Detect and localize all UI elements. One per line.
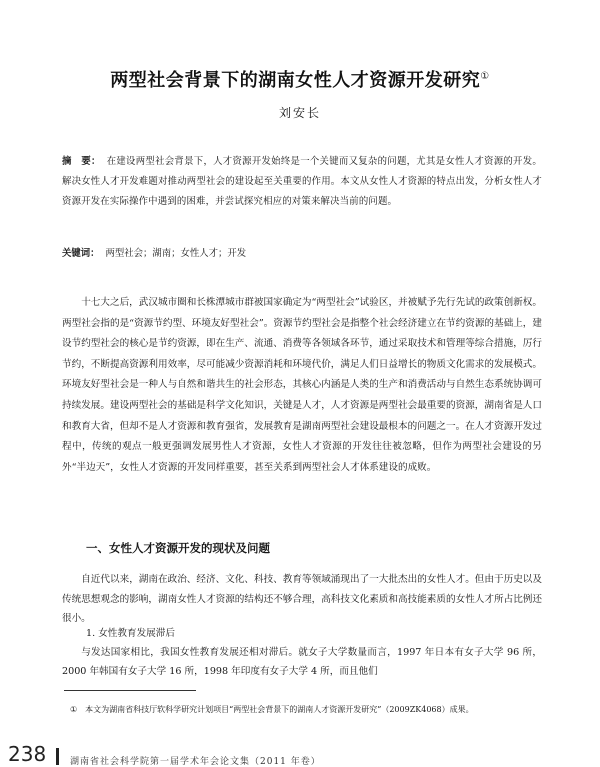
section-1-paragraph: 自近代以来，湖南在政治、经济、文化、科技、教育等领域涌现出了一大批杰出的女性人才。但由于历史以及传统思想观念的影响，湖南女性人才资源的结构还不够合理，高科技文化素质和高技能素质的女性人才所占比例还很小。 bbox=[62, 574, 542, 624]
footnote bbox=[62, 702, 542, 717]
section-heading-1: 一、女性人才资源开发的现状及问题 bbox=[86, 541, 270, 555]
keywords-text: 两型社会；湖南；女性人才；开发 bbox=[105, 248, 247, 259]
paper-title-text: 两型社会背景下的湖南女性人才资源开发研究 bbox=[110, 70, 481, 91]
page-number: 238 bbox=[8, 742, 47, 766]
subsection-1-paragraph: 与发达国家相比，我国女性教育发展还相对滞后。就女子大学数量而言，1997 年日本有女子大学 96 所，2000 年韩国有女子大学 16 所，1998 年印度有女子大学 4 所，而且他们 bbox=[62, 647, 542, 677]
subsection-heading-1: 1. 女性教育发展滞后 bbox=[86, 628, 175, 639]
intro-paragraph: 十七大之后，武汉城市圈和长株潭城市群被国家确定为“两型社会”试验区，并被赋予先行先试的政策创新权。两型社会指的是“资源节约型、环境友好型社会”。资源节约型社会是指整个社会经济建立在节约资源的基础上，建设节约型社会的核心是节约资源，即在生产、流通、消费等各领域各环节，通过采取技术和管理等综合措施，厉行节约，不断提高资源利用效率，尽可能减少资源消耗和环境代价，满足人们日益增长的物质文化需求的发展模式。环境友好型社会是一种人与自然和谐共生的社会形态，其核心内涵是人类的生产和消费活动与自然生态系统协调可持续发展。建设两型社会的基础是科学文化知识，关键是人才，人才资源是两型社会最重要的资源，湖南省是人口和教育大省，但却不是人才资源和教育强省，发展教育是湖南两型社会建设最根本的问题之一。在人才资源开发过程中，传统的观点一般更强调发展男性人才资源，女性人才资源的开发往往被忽略，但作为两型社会建设的另外“半边天”，女性人才资源的开发同样重要，甚至关系到两型社会人才体系建设的成败。 bbox=[62, 297, 542, 473]
footer-bar bbox=[56, 748, 59, 765]
title-footnote-marker: ① bbox=[480, 71, 490, 82]
abstract-text: 在建设两型社会背景下，人才资源开发始终是一个关键而又复杂的问题，尤其是女性人才资源的开发。解决女性人才开发难题对推动两型社会的建设起至关重要的作用。本文从女性人才资源的特点出发，分析女性人才资源开发在实际操作中遇到的困难，并尝试探究相应的对策来解决当前的问题。 bbox=[62, 156, 542, 207]
footnote-marker: ① bbox=[70, 705, 78, 714]
abstract-label: 摘 要： bbox=[62, 156, 101, 167]
keywords-label: 关键词： bbox=[62, 248, 100, 259]
footnote-divider bbox=[64, 690, 196, 691]
keywords bbox=[62, 245, 542, 263]
journal-footer: 湖南省社会科学院第一届学术年会论文集（2011 年卷） bbox=[70, 757, 321, 767]
paper-author: 刘安长 bbox=[278, 106, 321, 120]
footnote-text: 本文为湖南省科技厅软科学研究计划项目“两型社会背景下的湖南人才资源开发研究”（2009ZK4068）成果。 bbox=[85, 705, 474, 714]
paper-title bbox=[0, 66, 600, 92]
abstract bbox=[62, 152, 542, 212]
